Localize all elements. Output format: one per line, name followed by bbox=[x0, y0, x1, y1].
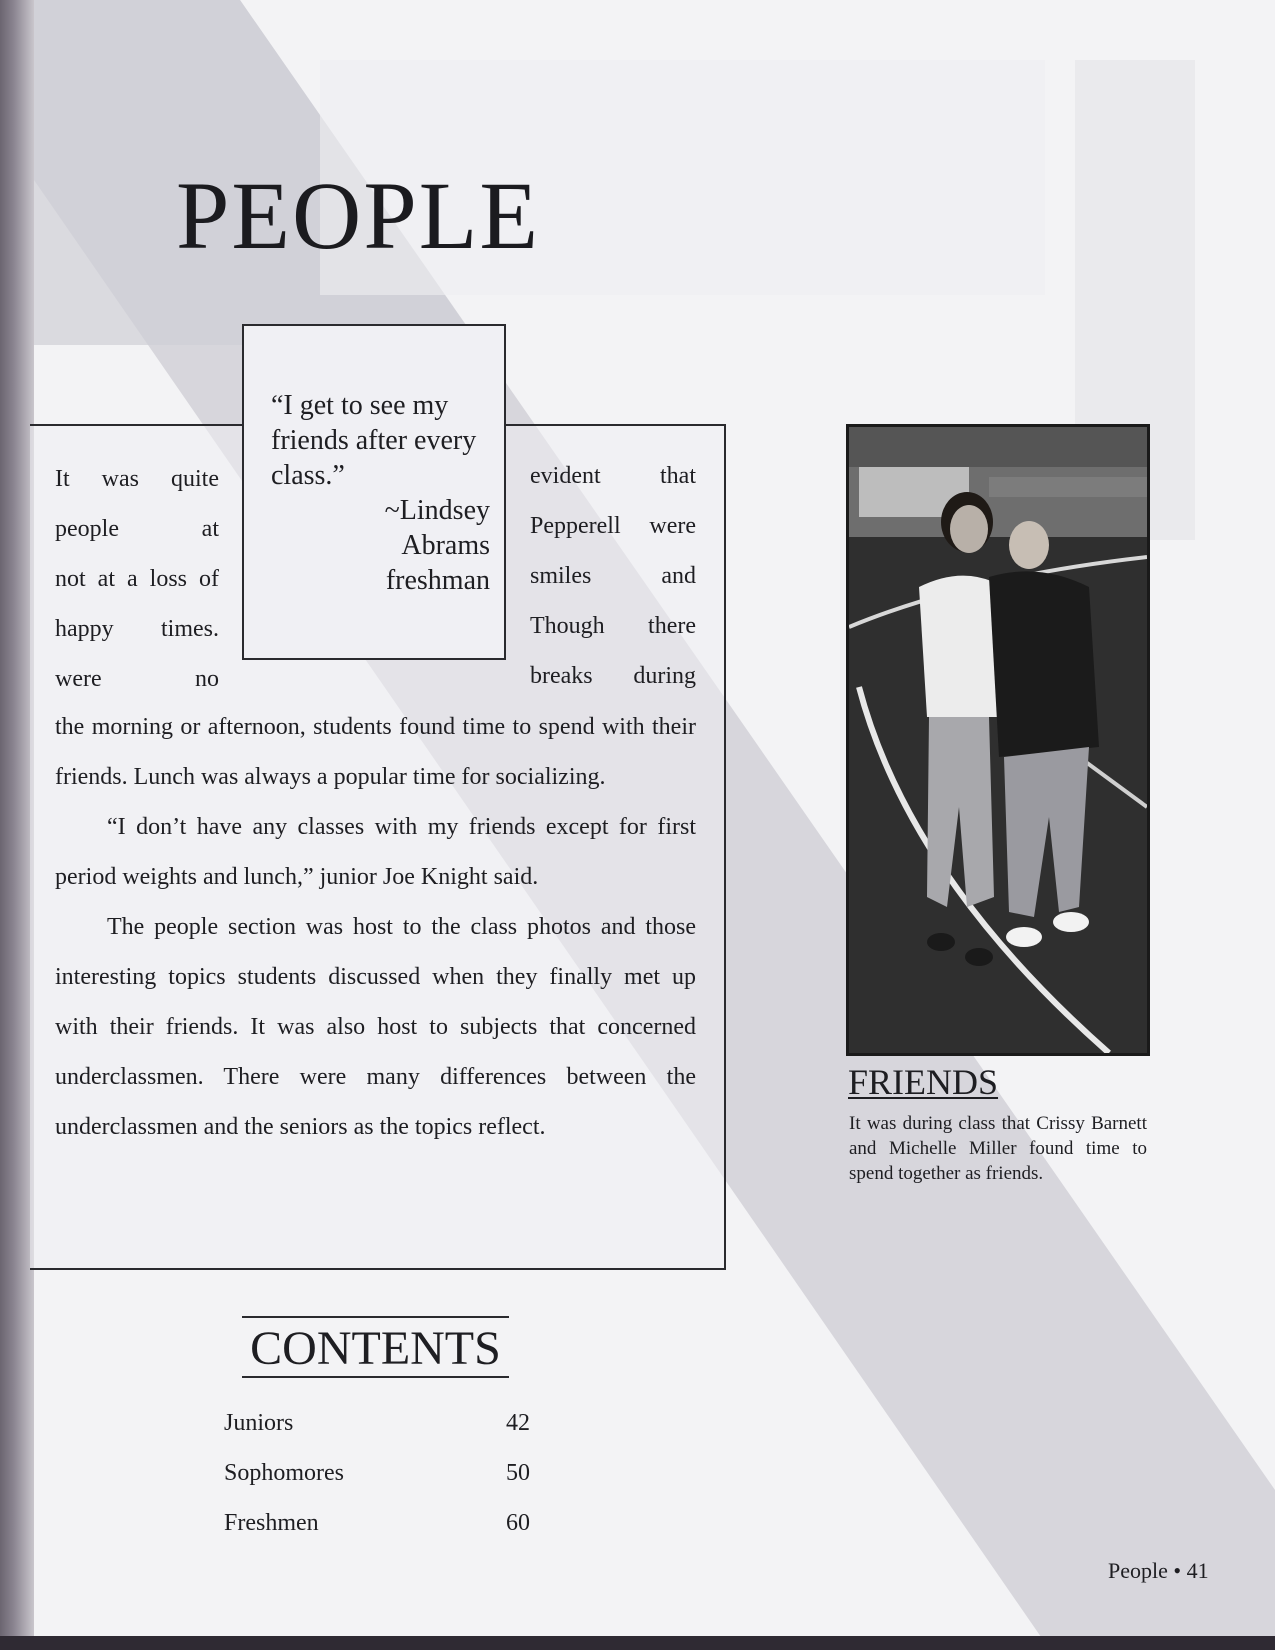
article-line: not at a loss of bbox=[55, 566, 219, 592]
page-folio: People • 41 bbox=[1108, 1558, 1209, 1583]
article-line: people at bbox=[55, 516, 219, 542]
article-left-column bbox=[55, 454, 219, 704]
page-bottom-edge bbox=[0, 1636, 1275, 1650]
pull-quote-class: freshman bbox=[385, 565, 490, 596]
contents-item-label: Sophomores bbox=[224, 1460, 344, 1486]
friends-photo bbox=[846, 424, 1150, 1056]
contents-item-page: 60 bbox=[506, 1510, 530, 1536]
article-paragraph: “I don’t have any classes with my friends except for first period weights and lunch,” junior Joe Knight said. bbox=[55, 814, 696, 890]
photo-illustration bbox=[849, 427, 1147, 1053]
article-body bbox=[55, 702, 696, 1152]
contents-item-page: 42 bbox=[506, 1410, 530, 1436]
pull-quote-name: ~Lindsey bbox=[384, 495, 490, 526]
contents-list bbox=[224, 1398, 530, 1548]
photo-caption-heading: FRIENDS bbox=[848, 1062, 999, 1102]
article-paragraph: the morning or afternoon, students found time to spend with their friends. Lunch was always a popular time for socializing. bbox=[55, 714, 696, 790]
article-line: It was quite bbox=[55, 466, 219, 492]
contents-item-label: Juniors bbox=[224, 1410, 294, 1436]
article-line: happy times. bbox=[55, 616, 219, 642]
pull-quote bbox=[242, 324, 506, 660]
contents-rule bbox=[242, 1316, 509, 1318]
contents-item-page: 50 bbox=[506, 1460, 530, 1486]
book-spine-shadow bbox=[0, 0, 34, 1650]
pull-quote-surname: Abrams bbox=[401, 530, 490, 561]
article-line: evident that bbox=[530, 463, 696, 489]
article-line: were no bbox=[55, 666, 219, 692]
page-title: PEOPLE bbox=[176, 162, 541, 269]
article-paragraph: The people section was host to the class photos and those interesting topics students discussed when they finally met up with their friends. It was also host to subjects that concerned underclassmen. There were many differences between the underclassmen and the seniors as the topics reflect. bbox=[55, 914, 696, 1140]
article-line: Pepperell were bbox=[530, 513, 696, 539]
contents-item bbox=[224, 1398, 530, 1448]
article-line: Though there bbox=[530, 613, 696, 639]
article-right-column bbox=[530, 451, 696, 701]
contents-title: CONTENTS bbox=[250, 1322, 501, 1375]
contents-rule bbox=[242, 1376, 509, 1378]
photo-caption-text: It was during class that Crissy Barnett and Michelle Miller found time to spend together as friends. bbox=[849, 1113, 1147, 1184]
contents-item bbox=[224, 1448, 530, 1498]
contents-item-label: Freshmen bbox=[224, 1510, 319, 1536]
article-line: breaks during bbox=[530, 663, 696, 689]
pull-quote-text: “I get to see my friends after every class.” bbox=[271, 390, 477, 491]
article-line: smiles and bbox=[530, 563, 696, 589]
contents-item bbox=[224, 1498, 530, 1548]
